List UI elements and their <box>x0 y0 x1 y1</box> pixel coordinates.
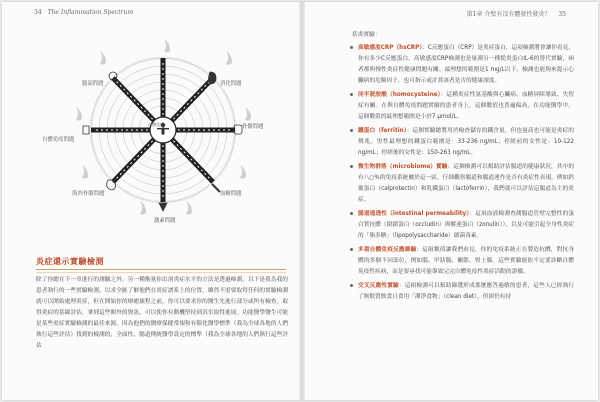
inflammation-wheel-figure <box>42 38 284 228</box>
test-term: 鐵蛋白（ferritin） <box>358 128 407 134</box>
test-bullet-list <box>342 43 574 303</box>
flame-icon <box>245 107 251 121</box>
stomach-icon <box>209 72 217 84</box>
right-page-content <box>342 30 574 306</box>
list-item <box>342 209 574 242</box>
flame-icon <box>240 165 246 179</box>
test-term: 同半胱胺酸（homocysteine） <box>358 92 441 98</box>
right-page-number: 35 <box>558 11 566 18</box>
list-item <box>342 43 574 87</box>
bullet-icon <box>350 129 353 132</box>
book-gutter <box>299 2 305 400</box>
flame-icon <box>140 201 146 215</box>
syringe-icon <box>212 184 220 192</box>
wheel-label-digestion: 消化問題 <box>220 81 242 87</box>
wheel-label-skeletal: 骨骼問題 <box>242 124 264 130</box>
list-item <box>342 281 574 303</box>
right-chapter-label: 第1章 <box>466 11 483 18</box>
wheel-label-musculoskeletal: 筋肉骨骼問題 <box>72 191 105 197</box>
left-body-paragraph: 除了你總在下一章進行的測驗之外，另一種衡量你出剖炎症水平的方法是透過檢測。以下是我為我的患者執行的一些實驗檢測，以求全匯了解他們在炎症譜系上的位置。雖然不需要取得任何的實驗檢測就可以開始處理炎症，但在開始你的療癒旅程之前，你可以要求你的醫生先進行部分或所有檢查。取得炎症的基線評估，拿到這些額外的資訊，可以使你有動機堅持到真室取得進展。功能醫學醫生可能是某些炎症實驗檢測的最佳來源，因為他們的醫療保健常規和有限化醫學標準（我為全球各地的人們執行這些評估）找到的檢測的，全面性、腸道傳統醫學設定的標準（我為全球各地的人們執行這些評估 <box>36 277 288 349</box>
heading-underline <box>36 272 286 273</box>
flame-icon <box>186 201 192 215</box>
test-term: 高敏感度CRP（hsCRP） <box>358 45 423 51</box>
left-page-number: 34 <box>34 9 42 16</box>
book-spread <box>2 2 598 400</box>
wheel-label-brain: 腦部問題 <box>82 81 104 87</box>
right-running-title: 介壁有沒有體發性發炎？ <box>484 11 551 18</box>
bullet-icon <box>350 212 353 215</box>
section-heading-text: 炎症還示實驗檢測 <box>36 257 104 266</box>
joint-icon <box>83 126 89 134</box>
left-page-header <box>34 9 133 16</box>
list-item <box>342 126 574 159</box>
section-heading <box>36 256 286 270</box>
wheel-label-autoimmune: 自體免疫問題 <box>42 137 75 143</box>
flame-icon <box>164 39 170 53</box>
test-description: ：這項血液檢測查測腸道管壁完整性的蛋白質抗體（閉鎖蛋白（occludin）與解連蛋白（zonulin）），以及可能引起全身性炎症的「脂多糖」（lipopolysaccharide）細菌毒素。 <box>358 211 575 239</box>
test-description: ：這組數值讓我們看見，你的免疫系統正在製造抗體，對抗身體的多個不同部位，例如腦、甲狀腺、關節、腎上腺。這些實驗能依不定要診斷自體免疫性疾病，而是要尋找可能導致完完自體免疫性炎症活動的證據。 <box>358 247 575 275</box>
bullet-icon <box>350 165 353 168</box>
wheel-center-label: 自體免疫 <box>148 122 164 127</box>
list-item <box>342 245 574 278</box>
wheel-label-hormones: 激素問題 <box>154 218 176 224</box>
test-term: 腸道通透性（intestinal permeability） <box>358 211 470 217</box>
test-description: ：這種炎症性氨基酸與心臟病、血糖屏障導致、失智症有關。在與自體免疫問題實驗的患者身上，這個數值也普遍偏高，在功能醫學中，這個數值的最理想範圍是小於7 μmol/L。 <box>358 92 574 120</box>
flame-icon <box>100 51 106 65</box>
wheel-graphic <box>42 38 284 228</box>
list-item <box>342 162 574 206</box>
right-intro-text: 括炎實驗： <box>352 32 381 38</box>
test-description: ：這組檢測可以幫助篩選形成那麼應答過敏的患者，這些人已經執行了無麩質飲食且食用「潔淨食物」（clean diet），但卻仍有持 <box>358 283 575 300</box>
test-description: ：C反應蛋白（CRP）是炎症蛋白，這項檢測將會讓你看見，你有多少C反應蛋白。高敏感度CRP檢測也是量測另一種從炎蛋白IL-6的替代實驗，兩者都與慢性炎症性健康問題有關。最理想的範圍是1 mg/L以下。檢測也能夠來提示心臟病的危險因子，也可指示或計算該者是否的健康深度。 <box>358 45 575 84</box>
test-description: ：這個實驗總將用於檢查儲存的鐵含量，但也量高也可能是炎症的徵兆。男性最理想的鐵蛋白範圍是：33-236 ng/mL；停經前的女性是：10-122 ng/mL；停經後的女性是：150-263 ng/mL。 <box>358 128 574 156</box>
bullet-icon <box>350 93 353 96</box>
bullet-icon <box>350 248 353 251</box>
test-description: ：這個檢測可以幫助評估腸道的健康狀況，其中的有八○%的免疫系統屬於這一區，仔細觀察腸道和腸道運作是否有炎症性表現，例如鈣衛蛋白（calprotectin）和乳鐵蛋白（lactoferrin），我們就可以評估這腸道為主的炎症。 <box>358 164 575 203</box>
flame-icon <box>226 51 232 65</box>
test-term: 多重自體免疫反應篩驗 <box>358 247 417 253</box>
bullet-icon <box>350 284 353 287</box>
flame-icon <box>76 107 82 121</box>
flame-icon <box>82 165 88 179</box>
left-running-title: The Inflammation Spectrum <box>47 9 134 16</box>
right-page-header <box>467 9 566 18</box>
hormone-icon <box>159 203 167 211</box>
wheel-label-blood-sugar: 血糖問題 <box>220 191 242 197</box>
test-term: 交叉反應性實驗 <box>358 283 399 289</box>
bullet-icon <box>350 46 353 49</box>
test-term: 微生物群落（microbiome）實驗 <box>358 164 448 170</box>
list-item <box>342 90 574 123</box>
